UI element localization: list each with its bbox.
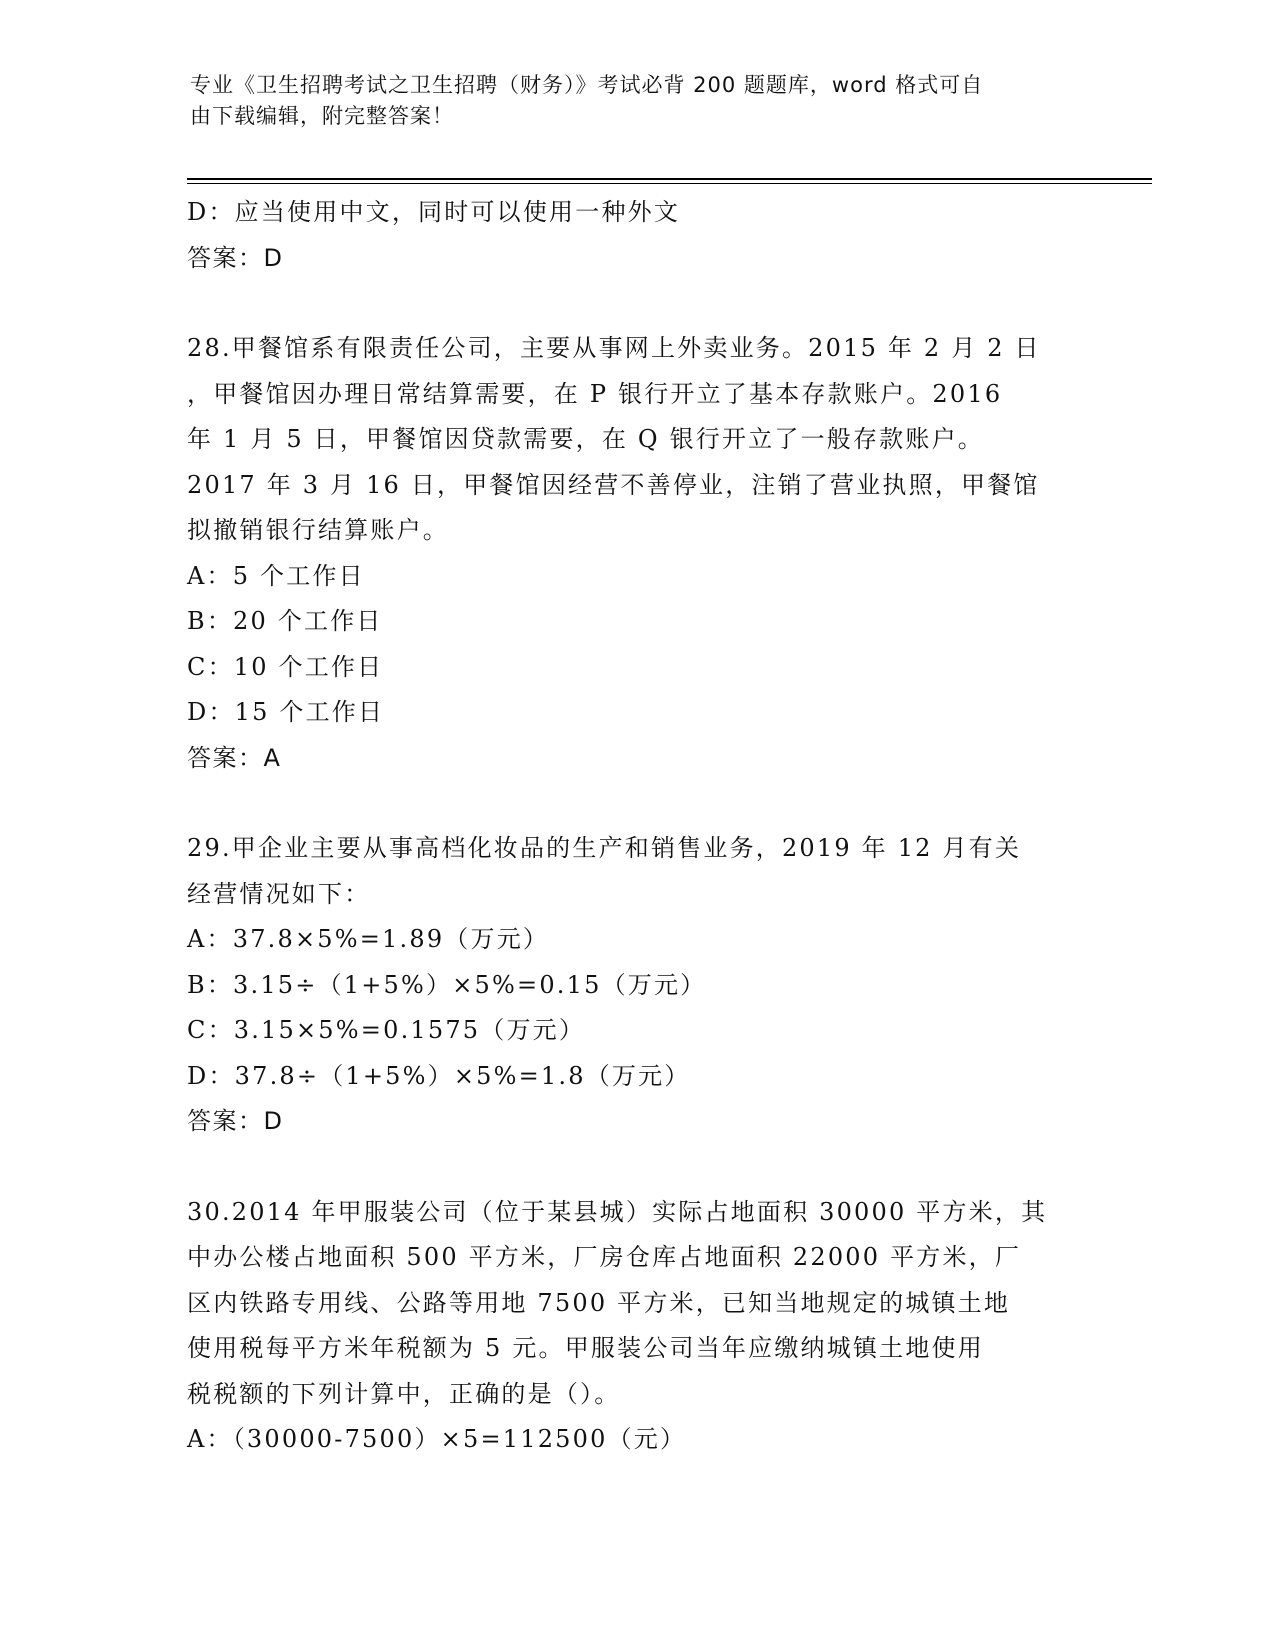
question-stem-line: 拟撤销银行结算账户。 [187, 516, 449, 544]
question-30 [187, 1190, 1087, 1463]
option-d: D：应当使用中文，同时可以使用一种外文 [187, 198, 681, 226]
question-28 [187, 326, 1087, 781]
header-line: 由下载编辑，附完整答案！ [190, 104, 454, 128]
option-c: C：3.15×5%=0.1575（万元） [187, 1016, 586, 1044]
question-29 [187, 826, 1087, 1145]
option-b: B：20 个工作日 [187, 607, 383, 635]
question-stem-line: 29.甲企业主要从事高档化妆品的生产和销售业务，2019 年 12 月有关 [187, 834, 1022, 862]
option-d: D：37.8÷（1+5%）×5%=1.8（万元） [187, 1061, 691, 1090]
question-stem-line: 区内铁路专用线、公路等用地 7500 平方米，已知当地规定的城镇土地 [187, 1288, 1011, 1317]
question-stem-line: 2017 年 3 月 16 日，甲餐馆因经营不善停业，注销了营业执照，甲餐馆 [187, 470, 1040, 499]
question-stem-line: 税税额的下列计算中，正确的是（）。 [187, 1379, 621, 1408]
question-stem-line: 年 1 月 5 日，甲餐馆因贷款需要，在 Q 银行开立了一般存款账户。 [187, 425, 984, 453]
question-stem-line: ，甲餐馆因办理日常结算需要，在 P 银行开立了基本存款账户。2016 [187, 379, 1003, 408]
question-stem-line: 经营情况如下： [187, 879, 371, 908]
answer-line: 答案：D [187, 243, 284, 272]
option-d: D：15 个工作日 [187, 698, 385, 726]
question-stem-line: 中办公楼占地面积 500 平方米，厂房仓库占地面积 22000 平方米，厂 [187, 1243, 1022, 1271]
question-stem-line: 28.甲餐馆系有限责任公司，主要从事网上外卖业务。2015 年 2 月 2 日 [187, 334, 1041, 362]
option-c: C：10 个工作日 [187, 652, 384, 681]
answer-line: 答案：A [187, 743, 282, 772]
answer-line: 答案：D [187, 1107, 284, 1135]
option-a: A：（30000-7500）×5=112500（元） [187, 1425, 687, 1453]
question-stem-line: 30.2014 年甲服装公司（位于某县城）实际占地面积 30000 平方米，其 [187, 1197, 1048, 1226]
spacer [187, 781, 1087, 826]
option-a: A：5 个工作日 [187, 561, 365, 590]
header-line: 专业《卫生招聘考试之卫生招聘（财务）》考试必背 200 题题库，word 格式可自 [190, 73, 984, 97]
question-block-prev [187, 190, 1087, 281]
option-a: A：37.8×5%=1.89（万元） [187, 925, 550, 953]
question-stem-line: 使用税每平方米年税额为 5 元。甲服装公司当年应缴纳城镇土地使用 [187, 1334, 984, 1362]
spacer [187, 1145, 1087, 1190]
option-b: B：3.15÷（1+5%）×5%=0.15（万元） [187, 970, 707, 999]
spacer [187, 281, 1087, 326]
document-body [187, 190, 1087, 1463]
document-header [190, 70, 1070, 132]
header-divider-thin [187, 183, 1152, 184]
header-divider [187, 178, 1152, 180]
